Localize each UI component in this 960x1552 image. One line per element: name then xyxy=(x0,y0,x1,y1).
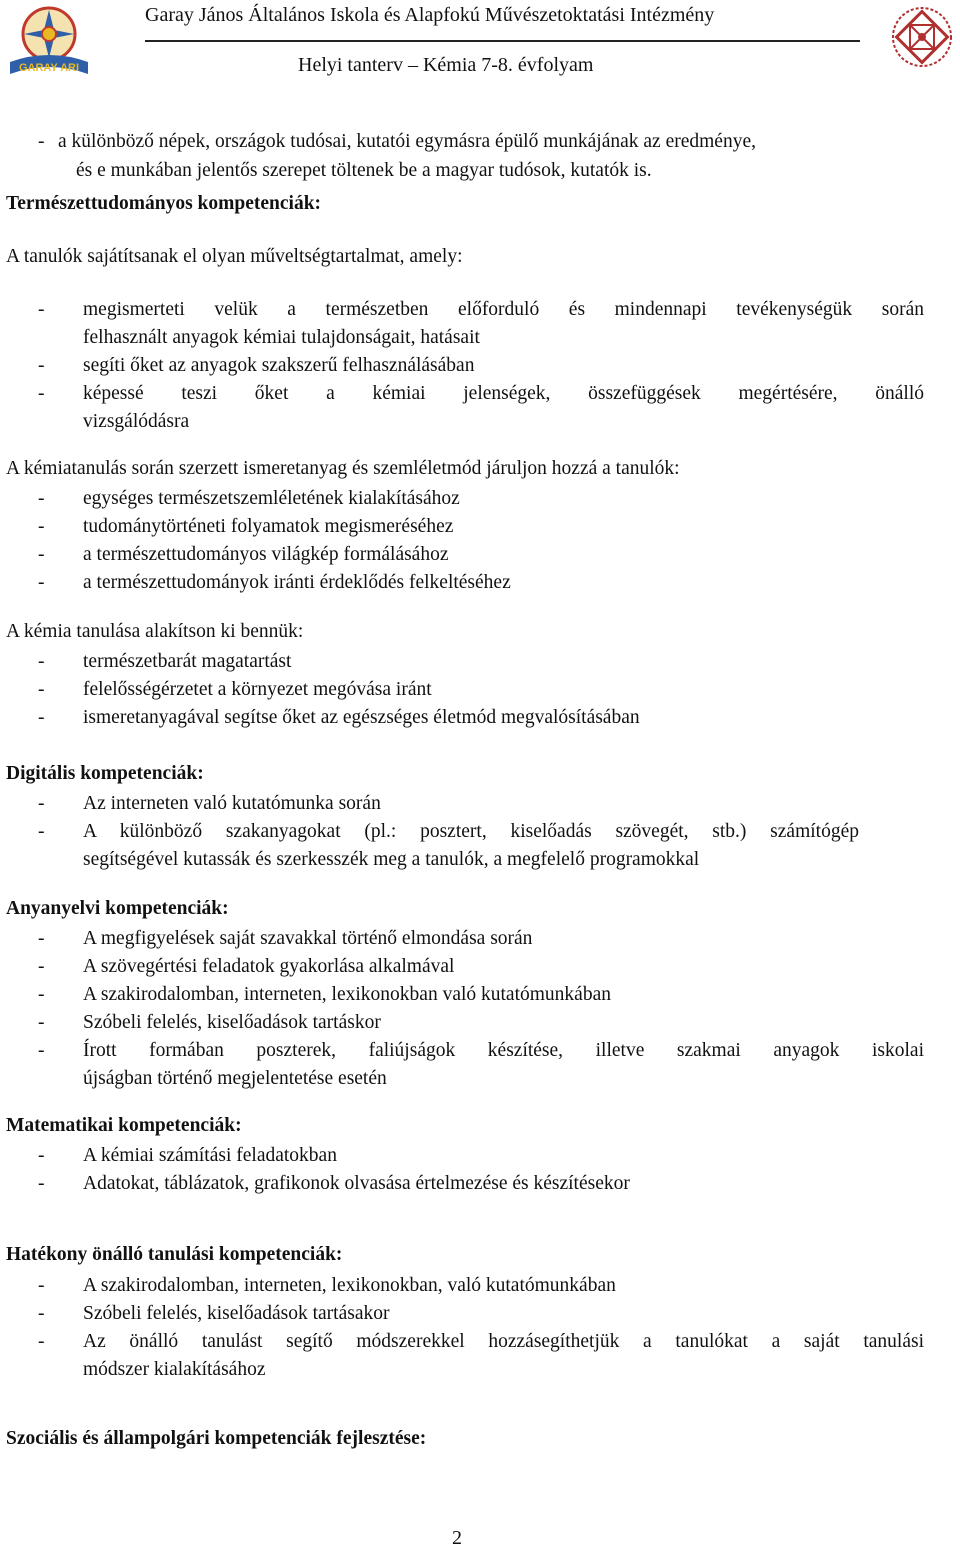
list-text: képessé teszi őket a kémiai jelenségek, összefüggések megértésére, önálló xyxy=(83,383,924,404)
list-dash: - xyxy=(38,821,45,842)
list-text: ismeretanyagával segítse őket az egészséges életmód megvalósításában xyxy=(83,707,640,728)
section-heading-science: Természettudományos kompetenciák: xyxy=(6,193,322,214)
header-divider xyxy=(145,40,860,42)
list-text: A megfigyelések saját szavakkal történő elmondása során xyxy=(83,928,533,949)
list-dash: - xyxy=(38,793,45,814)
list-text: a természettudományok iránti érdeklődés felkeltéséhez xyxy=(83,572,511,593)
list-dash: - xyxy=(38,651,45,672)
list-text: felhasznált anyagok kémiai tulajdonságait, hatásait xyxy=(83,327,480,348)
paragraph: A tanulók sajátítsanak el olyan műveltségtartalmat, amely: xyxy=(6,246,463,267)
list-dash: - xyxy=(38,516,45,537)
section-heading-math: Matematikai kompetenciák: xyxy=(6,1115,242,1136)
list-text: A szövegértési feladatok gyakorlása alkalmával xyxy=(83,956,455,977)
page-header xyxy=(0,0,960,95)
ornament-seal-icon xyxy=(890,4,954,70)
list-dash: - xyxy=(38,355,45,376)
list-text: egységes természetszemléletének kialakításához xyxy=(83,488,460,509)
paragraph: A kémiatanulás során szerzett ismeretanyag és szemléletmód járuljon hozzá a tanulók: xyxy=(6,458,680,479)
list-text: Az önálló tanulást segítő módszerekkel hozzásegíthetjük a tanulókat a saját tanulási xyxy=(83,1331,924,1352)
list-dash: - xyxy=(38,1145,45,1166)
list-text: természetbarát magatartást xyxy=(83,651,292,672)
list-dash: - xyxy=(38,956,45,977)
list-dash: - xyxy=(38,707,45,728)
list-text: Szóbeli felelés, kiselőadások tartáskor xyxy=(83,1012,381,1033)
list-dash: - xyxy=(38,488,45,509)
list-text: megismerteti velük a természetben előforduló és mindennapi tevékenységük során xyxy=(83,299,924,320)
list-text: segítségével kutassák és szerkesszék meg a tanulók, a megfelelő programokkal xyxy=(83,849,700,870)
paragraph: A kémia tanulása alakítson ki bennük: xyxy=(6,621,304,642)
list-text: Írott formában poszterek, faliújságok készítése, illetve szakmai anyagok iskolai xyxy=(83,1040,924,1061)
list-text: A szakirodalomban, interneten, lexikonokban való kutatómunkában xyxy=(83,984,611,1005)
list-dash: - xyxy=(38,1040,45,1061)
section-heading-social: Szociális és állampolgári kompetenciák fejlesztése: xyxy=(6,1428,427,1449)
list-text: újságban történő megjelentetése esetén xyxy=(83,1068,387,1089)
list-dash: - xyxy=(38,1331,45,1352)
school-name: Garay János Általános Iskola és Alapfokú Művészetoktatási Intézmény xyxy=(145,4,715,26)
list-dash: - xyxy=(38,1012,45,1033)
list-dash: - xyxy=(38,1275,45,1296)
list-text: módszer kialakításához xyxy=(83,1359,266,1380)
list-text: A szakirodalomban, interneten, lexikonokban, való kutatómunkában xyxy=(83,1275,616,1296)
list-text: A különböző szakanyagokat (pl.: posztert, kiselőadás szövegét, stb.) számítógép xyxy=(83,821,859,842)
list-dash: - xyxy=(38,383,45,404)
page-number: 2 xyxy=(452,1527,462,1549)
list-text: Adatokat, táblázatok, grafikonok olvasása értelmezése és készítésekor xyxy=(83,1173,630,1194)
list-text: a természettudományos világkép formálásához xyxy=(83,544,449,565)
section-heading-learning: Hatékony önálló tanulási kompetenciák: xyxy=(6,1244,343,1265)
list-dash: - xyxy=(38,679,45,700)
list-text: a különböző népek, országok tudósai, kutatói egymásra épülő munkájának az eredménye, xyxy=(58,131,756,152)
section-heading-digital: Digitális kompetenciák: xyxy=(6,763,204,784)
list-text: Az interneten való kutatómunka során xyxy=(83,793,381,814)
list-dash: - xyxy=(38,928,45,949)
list-dash: - xyxy=(38,572,45,593)
list-text: felelősségérzetet a környezet megóvása iránt xyxy=(83,679,432,700)
list-dash: - xyxy=(38,1173,45,1194)
list-dash: - xyxy=(38,544,45,565)
list-dash: - xyxy=(38,984,45,1005)
list-dash: - xyxy=(38,299,45,320)
school-logo-icon xyxy=(4,2,94,78)
logo-text: GARAY ARI xyxy=(18,62,80,74)
list-dash: - xyxy=(38,131,45,152)
section-heading-language: Anyanyelvi kompetenciák: xyxy=(6,898,229,919)
list-text: segíti őket az anyagok szakszerű felhasználásában xyxy=(83,355,475,376)
list-text: vizsgálódásra xyxy=(83,411,190,432)
document-subtitle: Helyi tanterv – Kémia 7-8. évfolyam xyxy=(298,54,594,76)
list-text: A kémiai számítási feladatokban xyxy=(83,1145,337,1166)
list-dash: - xyxy=(38,1303,45,1324)
list-text: és e munkában jelentős szerepet töltenek be a magyar tudósok, kutatók is. xyxy=(76,160,652,181)
list-text: Szóbeli felelés, kiselőadások tartásakor xyxy=(83,1303,390,1324)
list-text: tudománytörténeti folyamatok megismeréséhez xyxy=(83,516,454,537)
